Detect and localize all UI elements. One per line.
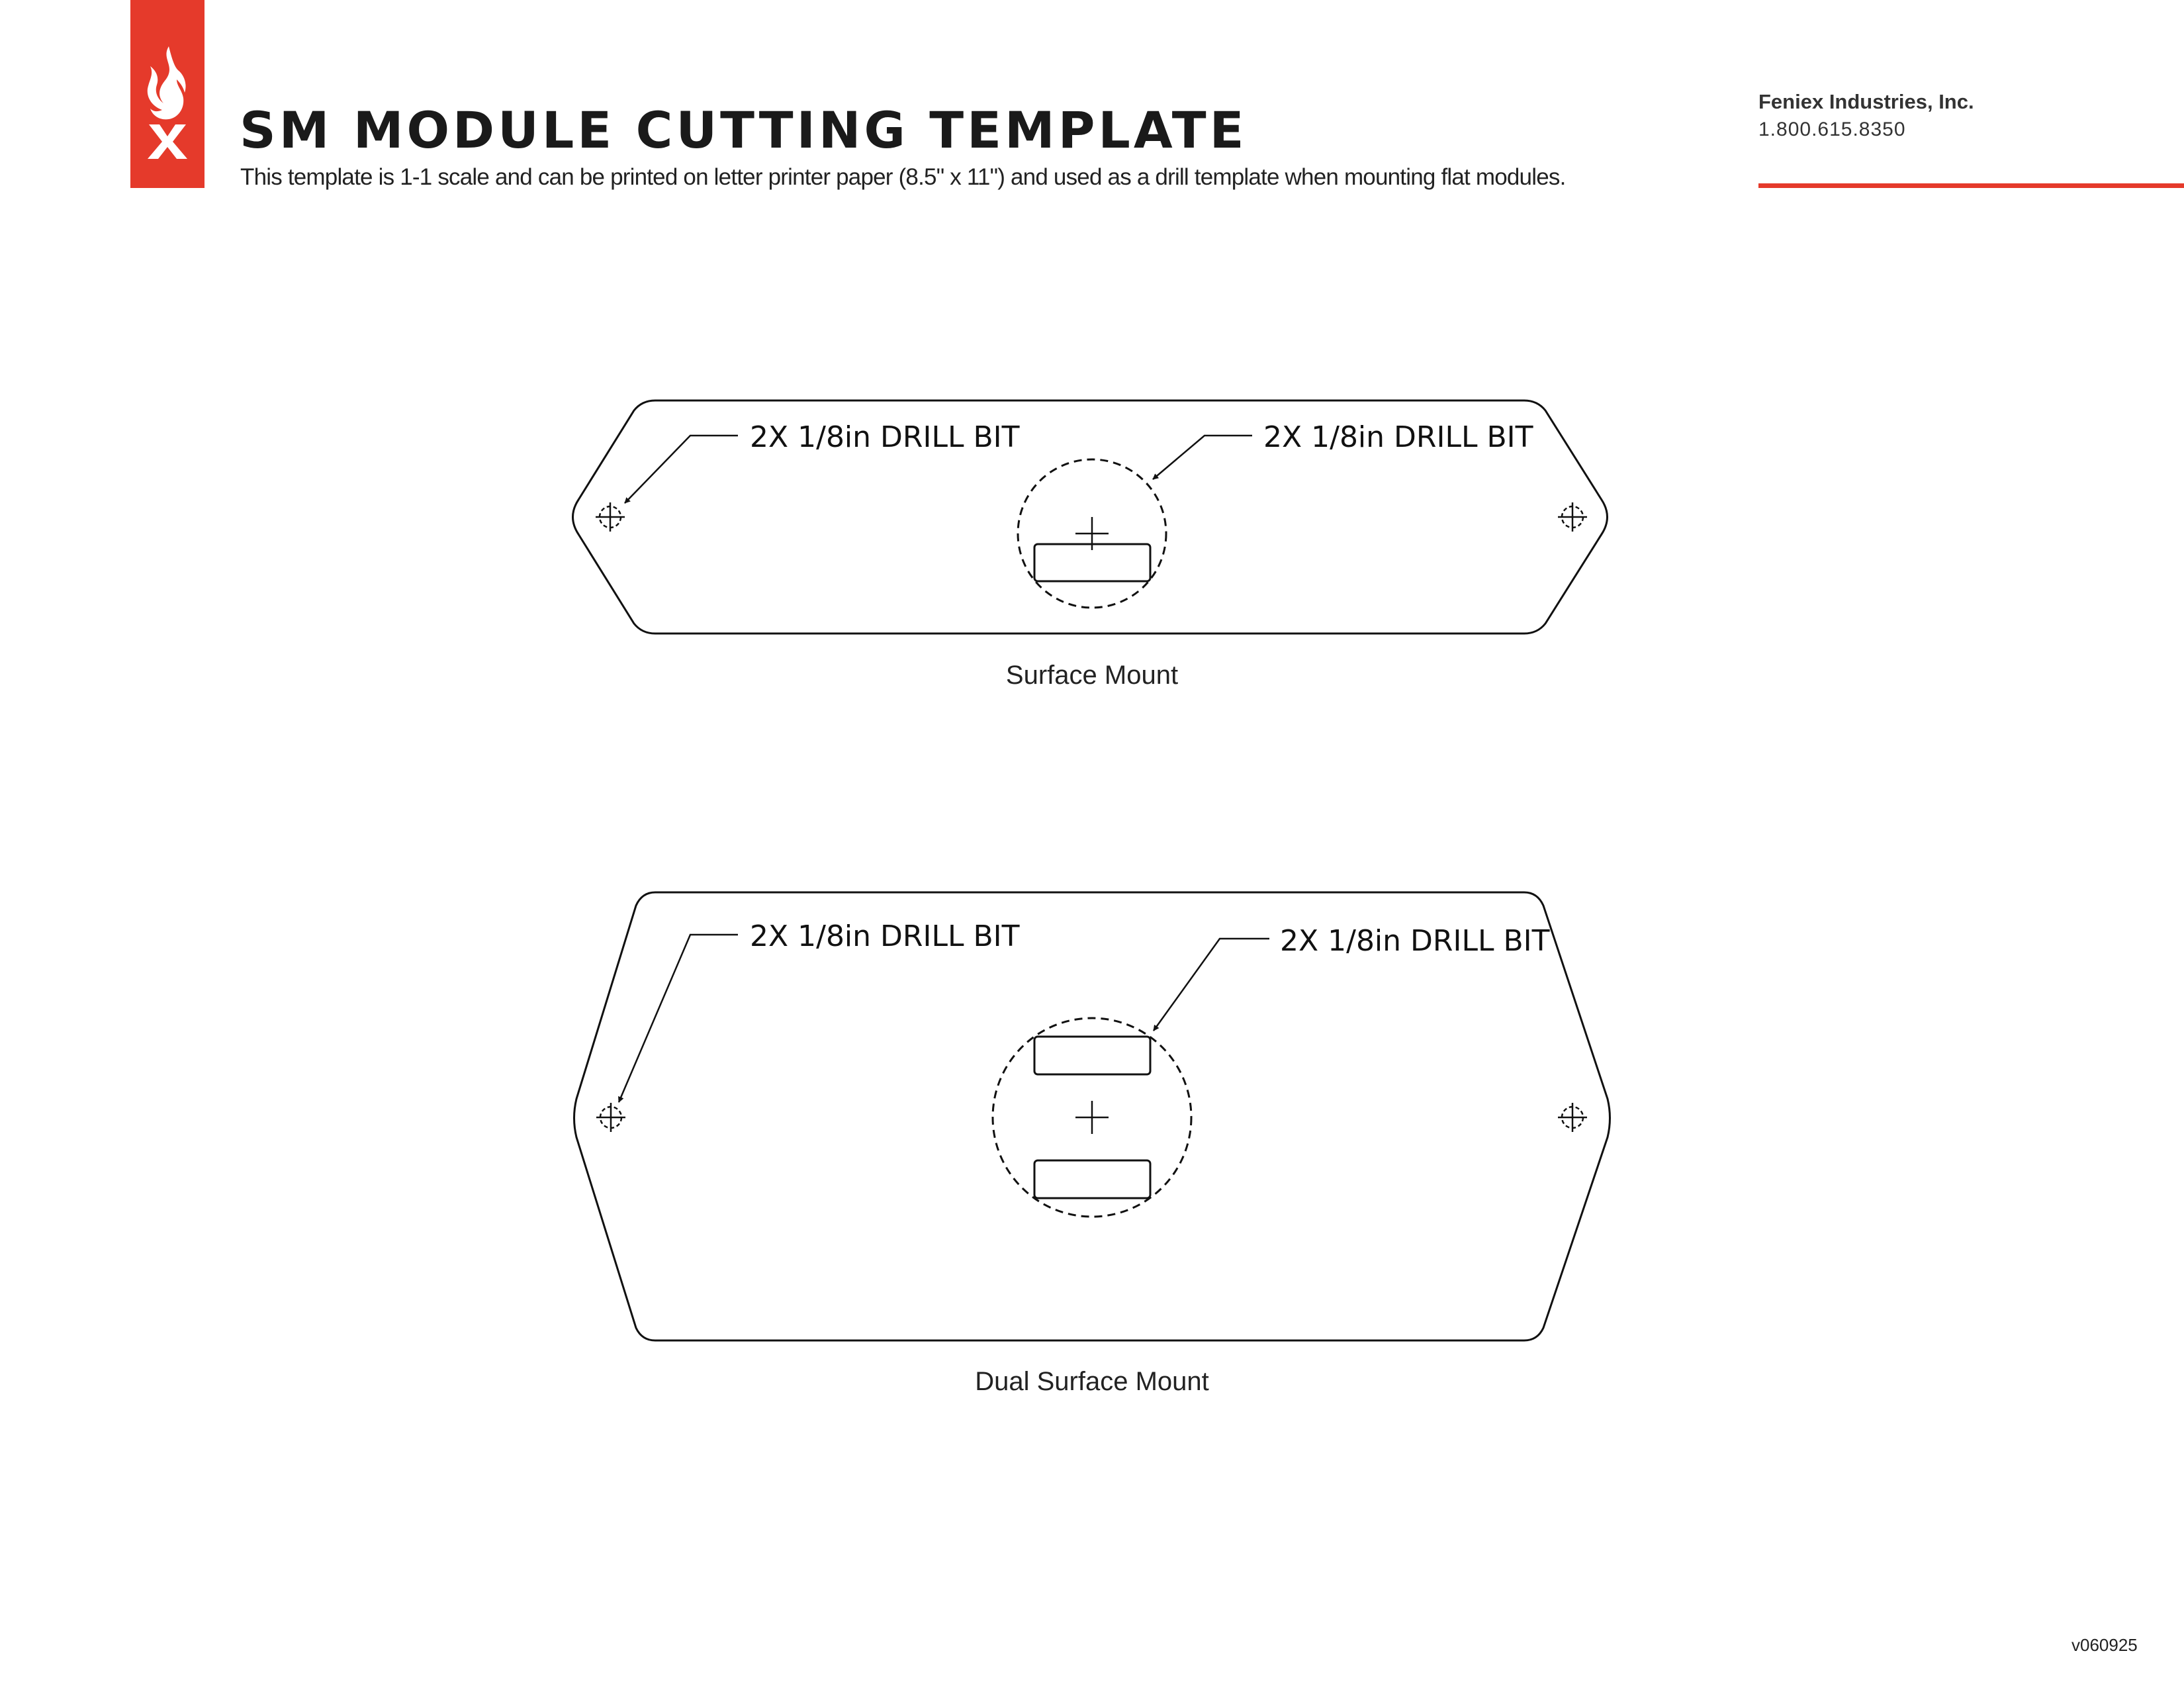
callout-right: [1153, 420, 1533, 479]
callout-left: [619, 919, 1020, 1102]
drill-hole-left: [596, 502, 625, 532]
callout-right-label: 2X 1/8in DRILL BIT: [1280, 924, 1550, 958]
dual-surface-mount-template: [574, 892, 1610, 1396]
center-cutout: [1018, 459, 1166, 608]
callout-left: [625, 420, 1020, 503]
company-phone: 1.800.615.8350: [1758, 118, 1906, 140]
drill-hole-right: [1558, 502, 1587, 532]
center-cutout: [993, 1018, 1191, 1217]
version-label: v060925: [2071, 1635, 2138, 1655]
surface-mount-template: [573, 400, 1608, 690]
surface-mount-caption: Surface Mount: [1005, 661, 1179, 690]
drill-hole-left: [596, 1103, 625, 1132]
page-subtitle: This template is 1-1 scale and can be printed on letter printer paper (8.5" x 11") and used as a drill template when mounting flat modules.: [240, 164, 1566, 190]
callout-left-label: 2X 1/8in DRILL BIT: [750, 420, 1020, 454]
company-name: Feniex Industries, Inc.: [1758, 90, 1974, 113]
page-title: SM MODULE CUTTING TEMPLATE: [240, 101, 1248, 160]
wire-slot-top: [1034, 1037, 1150, 1074]
dual-surface-mount-caption: Dual Surface Mount: [975, 1367, 1209, 1396]
callout-right: [1154, 924, 1550, 1031]
callout-right-label: 2X 1/8in DRILL BIT: [1263, 420, 1533, 454]
callout-left-label: 2X 1/8in DRILL BIT: [750, 919, 1020, 953]
wire-slot-bottom: [1034, 1160, 1150, 1198]
drill-hole-right: [1558, 1103, 1587, 1132]
